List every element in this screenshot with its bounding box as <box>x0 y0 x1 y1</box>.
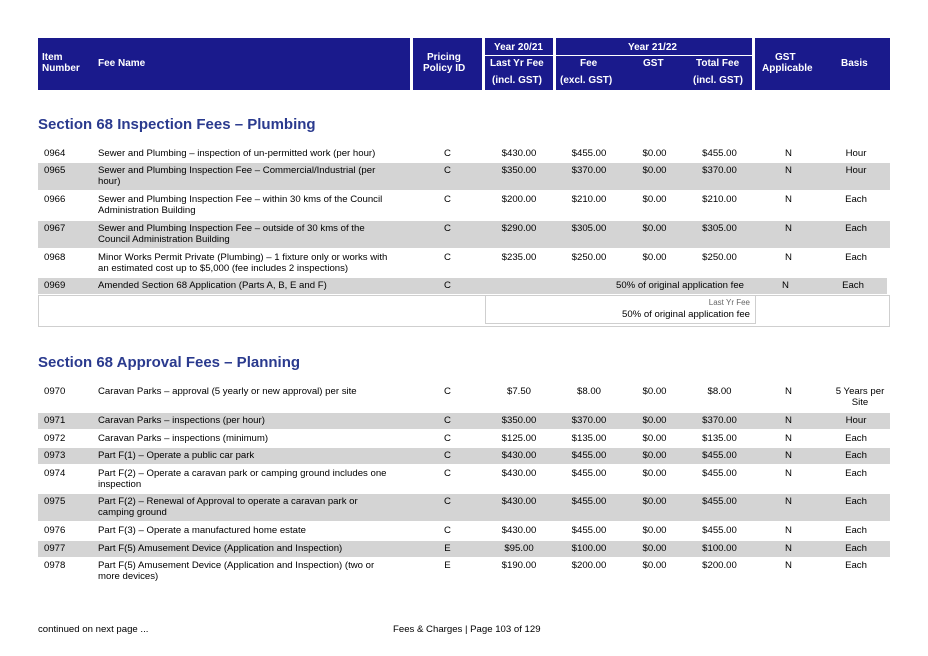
table-header <box>38 38 890 90</box>
table-row: 0966 Sewer and Plumbing Inspection Fee – within 30 kms of the Council Administration Building C $200.00 $210.00 $0.00 $210.00 N Each <box>44 194 867 216</box>
table-row: 0971 Caravan Parks – inspections (per hour) C $350.00 $370.00 $0.00 $370.00 N Hour <box>38 413 890 429</box>
header-item-number: Item Number <box>38 38 93 90</box>
header-basis: Basis <box>822 38 890 90</box>
table-row: 0973 Part F(1) – Operate a public car park C $430.00 $455.00 $0.00 $455.00 N Each <box>38 448 890 464</box>
table-row: 0969 Amended Section 68 Application (Parts A, B, E and F) C 50% of original application fee N Each <box>38 278 890 294</box>
header-pricing-policy: Pricing Policy ID <box>413 38 482 90</box>
last-year-note: Last Yr Fee 50% of original application fee <box>38 295 890 327</box>
table-row: 0964 Sewer and Plumbing – inspection of un-permitted work (per hour) C $430.00 $455.00 $0.00 $455.00 N Hour <box>44 148 867 159</box>
table-row: 0967 Sewer and Plumbing Inspection Fee – outside of 30 kms of the Council Administration Building C $290.00 $305.00 $0.00 $305.00 N Each <box>38 221 890 248</box>
header-fee-name: Fee Name <box>93 38 410 90</box>
section-title-planning: Section 68 Approval Fees – Planning <box>38 354 301 371</box>
table-row: 0974 Part F(2) – Operate a caravan park or camping ground includes one inspection C $430.00 $455.00 $0.00 $455.00 N Each <box>44 468 867 490</box>
table-row: 0975 Part F(2) – Renewal of Approval to operate a caravan park or camping ground C $430.00 $455.00 $0.00 $455.00 N Each <box>38 494 890 521</box>
table-row: 0965 Sewer and Plumbing Inspection Fee – Commercial/Industrial (per hour) C $350.00 $370.00 $0.00 $370.00 N Hour <box>38 163 890 190</box>
table-row: 0968 Minor Works Permit Private (Plumbing) – 1 fixture only or works with an estimated cost up to $5,000 (fee includes 2 inspections) C $235.00 $250.00 $0.00 $250.00 N Each <box>44 252 867 274</box>
section-title-plumbing: Section 68 Inspection Fees – Plumbing <box>38 116 316 133</box>
table-row: 0972 Caravan Parks – inspections (minimum) C $125.00 $135.00 $0.00 $135.00 N Each <box>44 433 867 444</box>
header-year-2122: Year 21/22 Fee (excl. GST) GST Total Fee (incl. GST) <box>556 38 752 90</box>
page-footer: Fees & Charges | Page 103 of 129 <box>393 624 541 635</box>
table-row: 0970 Caravan Parks – approval (5 yearly or new approval) per site C $7.50 $8.00 $0.00 $8.00 N 5 Years per Site <box>44 386 885 408</box>
header-gst-applicable: GST Applicable <box>755 38 822 90</box>
table-row: 0978 Part F(5) Amusement Device (Application and Inspection) (two or more devices) E $190.00 $200.00 $0.00 $200.00 N Each <box>44 560 867 582</box>
table-row: 0977 Part F(5) Amusement Device (Application and Inspection) E $95.00 $100.00 $0.00 $100.00 N Each <box>38 541 890 557</box>
table-row: 0976 Part F(3) – Operate a manufactured home estate C $430.00 $455.00 $0.00 $455.00 N Each <box>44 525 867 536</box>
continued-note: continued on next page ... <box>38 624 149 635</box>
header-year-2021: Year 20/21 Last Yr Fee (incl. GST) <box>485 38 553 90</box>
